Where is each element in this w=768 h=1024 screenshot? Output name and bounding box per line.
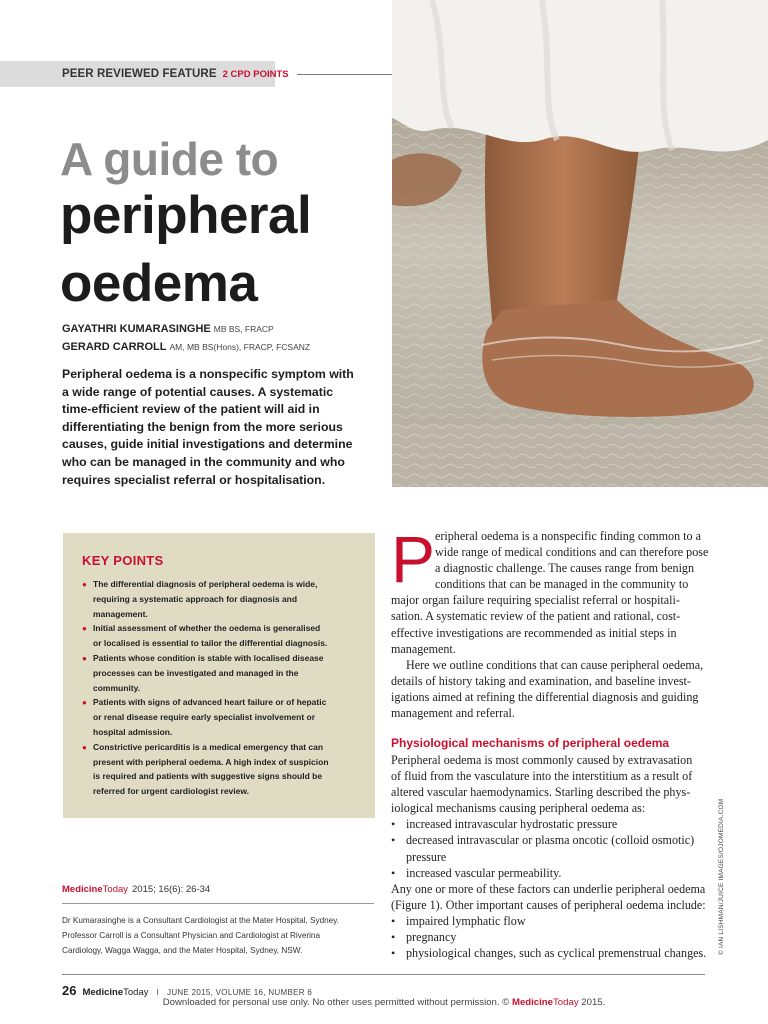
photo-credit: © IAN LISHMAN/JUICE IMAGES/OJOMEDIA.COM: [718, 798, 725, 955]
bullet-icon: ●: [82, 624, 87, 634]
key-points-box: [63, 533, 375, 818]
feature-band: [0, 61, 289, 87]
body-line: major organ failure requiring specialist referral or hospitali-: [391, 593, 680, 608]
affiliation-line: Cardiology, Wagga Wagga, and the Mater Hospital, Sydney, NSW.: [62, 946, 303, 955]
author-2: [62, 341, 310, 353]
key-point-item: [82, 695, 361, 739]
abstract-line: a wide range of potential causes. A systematic: [62, 384, 334, 399]
section-heading: Physiological mechanisms of peripheral oedema: [391, 736, 670, 750]
drop-cap: P: [391, 522, 436, 596]
key-point-line: referred for urgent cardiologist review.: [93, 786, 250, 797]
footer-rule: [62, 974, 705, 975]
body-line: iological mechanisms causing peripheral oedema as:: [391, 801, 646, 816]
key-point-line: requiring a systematic approach for diagnosis and: [93, 593, 298, 604]
bullet-line: decreased intravascular or plasma oncotic (colloid osmotic): [406, 833, 695, 848]
title-line-3: oedema: [60, 254, 258, 313]
author-credentials: AM, MB BS(Hons), FRACP, FCSANZ: [169, 342, 311, 352]
key-point-line: Patients whose condition is stable with localised disease: [93, 652, 324, 663]
bullet-icon: •: [391, 833, 396, 848]
key-point-line: hospital admission.: [93, 726, 173, 737]
download-note: [0, 997, 768, 1008]
bullet-icon: •: [391, 946, 396, 961]
key-point-line: Constrictive pericarditis is a medical emergency that can: [93, 741, 324, 752]
bullet-line: physiological changes, such as cyclical premenstrual changes.: [406, 946, 707, 961]
body-line: conditions that can be managed in the community to: [435, 577, 689, 592]
author-1: [62, 323, 274, 335]
body-line: of fluid from the vasculature into the interstitium as a result of: [391, 769, 693, 784]
cover-photo-feet-in-water: [392, 0, 768, 487]
body-line: effective investigations are recommended as initial steps in: [391, 625, 677, 640]
brand-today: Today: [123, 987, 149, 998]
download-note-year: 2015.: [581, 997, 606, 1008]
body-line: management and referral.: [391, 706, 515, 721]
bullet-line: increased intravascular hydrostatic pressure: [406, 817, 618, 832]
key-point-line: present with peripheral oedema. A high index of suspicion: [93, 756, 329, 767]
bullet-icon: •: [391, 817, 396, 832]
body-line: igations aimed at refining the differential diagnosis and guiding: [391, 689, 699, 704]
bullet-icon: •: [391, 865, 396, 880]
key-point-line: community.: [93, 682, 141, 693]
key-point-line: is required and patients with suggestive signs should be: [93, 771, 323, 782]
key-points-heading: KEY POINTS: [82, 553, 164, 568]
bullet-icon: ●: [82, 698, 87, 708]
body-line: wide range of medical conditions and can therefore pose: [435, 545, 709, 560]
key-point-line: or localised is essential to tailor the differential diagnosis.: [93, 638, 328, 649]
key-point-line: or renal disease require early specialist involvement or: [93, 712, 316, 723]
cpd-label: 2 CPD POINTS: [222, 68, 289, 80]
brand-medicine: Medicine: [82, 987, 124, 998]
body-line: Any one or more of these factors can underlie peripheral oedema: [391, 881, 706, 896]
body-line: management.: [391, 641, 456, 656]
brand-medicine: Medicine: [511, 997, 554, 1008]
key-point-line: processes can be investigated and managed in the: [93, 667, 299, 678]
bullet-icon: ●: [82, 653, 87, 663]
affiliation-line: Professor Carroll is a Consultant Physician and Cardiologist at Riverina: [62, 931, 321, 940]
key-point-item: [82, 740, 361, 799]
bullet-line: pressure: [406, 849, 447, 864]
mechanism-bullet: [391, 865, 705, 881]
key-point-item: [82, 621, 361, 651]
citation: [62, 884, 210, 895]
brand-today: Today: [553, 997, 579, 1008]
body-line: altered vascular haemodynamics. Starling described the phys-: [391, 785, 691, 800]
author-credentials: MB BS, FRACP: [213, 324, 274, 334]
affiliation-line: Dr Kumarasinghe is a Consultant Cardiologist at the Mater Hospital, Sydney.: [62, 916, 339, 925]
abstract-line: time-efficient review of the patient will aid in: [62, 402, 320, 417]
author-name: GAYATHRI KUMARASINGHE: [62, 323, 211, 335]
key-point-line: Patients with signs of advanced heart failure or of hepatic: [93, 697, 327, 708]
citation-rule: [62, 903, 374, 904]
body-line: eripheral oedema is a nonspecific finding common to a: [435, 529, 701, 543]
brand-medicine: Medicine: [62, 884, 103, 895]
footer-separator: I: [156, 988, 160, 997]
intro-text: [391, 522, 709, 721]
issue-info: JUNE 2015, VOLUME 16, NUMBER 6: [167, 988, 313, 997]
mechanism-bullet: [391, 832, 705, 864]
bullet-line: increased vascular permeability.: [406, 865, 562, 880]
feature-label: PEER REVIEWED FEATURE: [62, 68, 217, 80]
cause-bullet: [391, 945, 705, 961]
photo-illustration: [392, 0, 768, 487]
bullet-line: pregnancy: [406, 930, 457, 945]
body-line: Peripheral oedema is most commonly caused by extravasation: [391, 753, 693, 767]
page-footer: [62, 983, 312, 998]
title-line-2: peripheral: [60, 186, 312, 245]
page-number: 26: [62, 983, 77, 998]
brand-today: Today: [102, 884, 129, 895]
abstract-line: differentiating the benign from the more serious: [62, 419, 343, 434]
title-line-1: A guide to: [60, 133, 279, 185]
mechanism-bullet: [391, 816, 705, 832]
abstract-line: requires specialist referral or hospitalisation.: [62, 472, 326, 487]
key-point-line: The differential diagnosis of peripheral oedema is wide,: [93, 579, 318, 589]
header-rule: [297, 74, 392, 75]
key-point-line: Initial assessment of whether the oedema is generalised: [93, 623, 321, 634]
bullet-line: impaired lymphatic flow: [406, 913, 526, 928]
body-line: details of history taking and examination, and baseline invest-: [391, 673, 691, 688]
abstract-line: Peripheral oedema is a nonspecific symptom with: [62, 367, 354, 381]
bullet-icon: ●: [82, 742, 87, 752]
abstract-line: who can be managed in the community and who: [62, 454, 345, 469]
abstract-line: causes, guide initial investigations and determine: [62, 437, 353, 452]
key-points-list: [82, 577, 361, 799]
key-point-item: [82, 577, 361, 621]
author-affiliations: [62, 913, 339, 958]
author-name: GERARD CARROLL: [62, 341, 167, 353]
bullet-icon: •: [391, 913, 396, 928]
body-line: (Figure 1). Other important causes of peripheral oedema include:: [391, 897, 706, 912]
body-line: a diagnostic challenge. The causes range from benign: [435, 561, 695, 576]
body-line: sation. A systematic review of the patient and rational, cost-: [391, 609, 681, 624]
citation-ref: 2015; 16(6): 26-34: [132, 884, 211, 895]
download-note-text: Downloaded for personal use only. No other uses permitted without permission. ©: [162, 997, 510, 1008]
body-line: Here we outline conditions that can cause peripheral oedema,: [406, 657, 704, 672]
key-point-item: [82, 651, 361, 695]
bullet-icon: •: [391, 930, 396, 945]
mechanisms-text: [391, 752, 705, 961]
cause-bullet: [391, 913, 705, 929]
abstract: [62, 366, 374, 489]
bullet-icon: ●: [82, 580, 87, 589]
cause-bullet: [391, 929, 705, 945]
key-point-line: management.: [93, 608, 148, 619]
